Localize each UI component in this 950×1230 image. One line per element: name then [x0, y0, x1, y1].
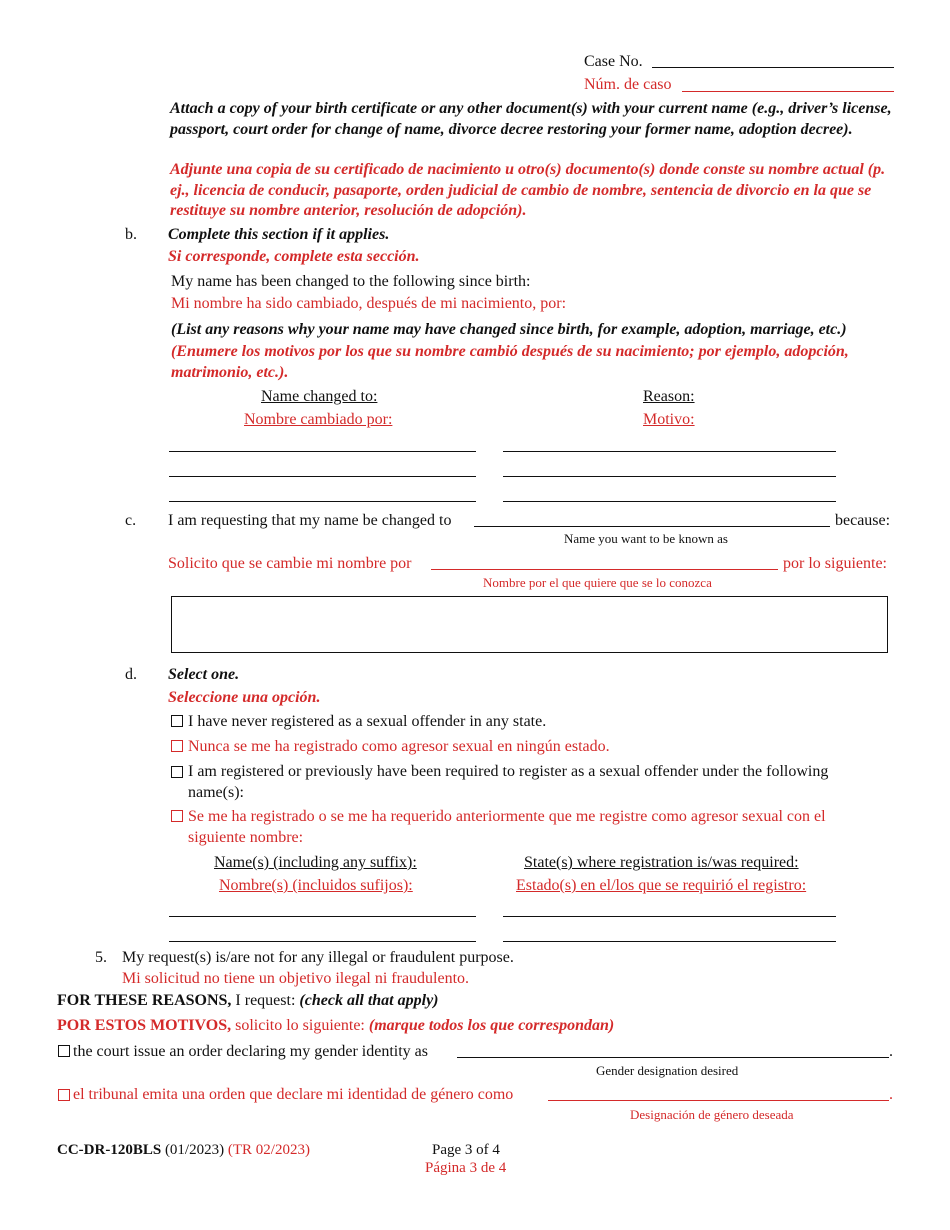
gender-period: .: [889, 1043, 893, 1060]
section-c-because: because:: [835, 512, 891, 529]
list-reasons-instruction-es: (Enumere los motivos por los que su nombre cambió después de su nacimiento; por ejemplo, adopción, matrimonio, etc.).: [171, 343, 849, 381]
reason-field-1[interactable]: [503, 451, 836, 452]
list-reasons-instruction: (List any reasons why your name may have changed since birth, for example, adoption, marriage, etc.): [171, 321, 847, 338]
gender-designation-field[interactable]: [457, 1057, 889, 1058]
for-these-reasons-note-es: (marque todos los que correspondan): [368, 1017, 615, 1034]
name-changed-statement-es: Mi nombre ha sido cambiado, después de mi nacimiento, por:: [171, 295, 567, 312]
registered-name-field-2[interactable]: [169, 941, 476, 942]
requested-name-caption: Name you want to be known as: [564, 531, 728, 546]
item-5-number: 5.: [95, 949, 107, 966]
attach-instruction: Attach a copy of your birth certificate or any other document(s) with your current name (e.g., driver’s license, passport, court order for change of name, divorce decree restoring your former name, adoption decree).: [170, 100, 892, 138]
never-registered-checkbox[interactable]: [171, 715, 183, 727]
gender-period-es: .: [889, 1086, 893, 1103]
for-these-reasons-note: (check all that apply): [299, 992, 439, 1009]
item-5-text: My request(s) is/are not for any illegal or fraudulent purpose.: [122, 949, 514, 966]
section-b-title-es: Si corresponde, complete esta sección.: [168, 248, 420, 265]
for-these-reasons-rest: I request:: [231, 992, 300, 1009]
name-changed-field-3[interactable]: [169, 501, 476, 502]
case-number-label: Case No.: [584, 53, 643, 70]
form-id: CC-DR-120BLS: [57, 1142, 162, 1158]
form-date: (01/2023): [161, 1142, 228, 1158]
col-names-header-es: Nombre(s) (incluidos sufijos):: [219, 877, 413, 894]
footer-form-id-line: [57, 1141, 310, 1159]
for-these-reasons-heading: [57, 991, 439, 1010]
for-these-reasons-bold-es: POR ESTOS MOTIVOS,: [57, 1017, 232, 1034]
gender-designation-field-es: [548, 1100, 889, 1101]
name-changed-field-2[interactable]: [169, 476, 476, 477]
case-number-field-es: [682, 91, 894, 92]
col-name-changed-header: Name changed to:: [261, 388, 378, 405]
case-number-field[interactable]: [652, 67, 894, 68]
item-5-text-es: Mi solicitud no tiene un objetivo ilegal ni fraudulento.: [122, 970, 470, 987]
section-b-title: Complete this section if it applies.: [168, 226, 390, 243]
registered-label: I am registered or previously have been required to register as a sexual offender under the following name(s):: [188, 763, 829, 801]
name-changed-field-1[interactable]: [169, 451, 476, 452]
gender-identity-checkbox[interactable]: [58, 1045, 70, 1057]
page-number-es: Página 3 de 4: [425, 1160, 507, 1176]
registered-checkbox[interactable]: [171, 766, 183, 778]
registered-state-field-1[interactable]: [503, 916, 836, 917]
col-name-changed-header-es: Nombre cambiado por:: [244, 411, 393, 428]
section-c-text-es: Solicito que se cambie mi nombre por: [168, 555, 412, 572]
section-d-title-es: Seleccione una opción.: [168, 689, 321, 706]
for-these-reasons-heading-es: [57, 1016, 614, 1035]
col-reason-header-es: Motivo:: [643, 411, 695, 428]
section-d-title: Select one.: [168, 666, 240, 683]
section-d-letter: d.: [125, 666, 137, 683]
never-registered-label: I have never registered as a sexual offender in any state.: [188, 713, 547, 730]
attach-instruction-es: Adjunte una copia de su certificado de nacimiento u otro(s) documento(s) donde conste su nombre actual (p. ej., licencia de conducir, pasaporte, orden judicial de cambio de nombre, sentencia de divorcio en la que se restituye su nombre anterior, resolución de adopción).: [170, 161, 886, 219]
registered-label-es: Se me ha registrado o se me ha requerido anteriormente que me registre como agresor sexual con el siguiente nombre:: [188, 808, 826, 846]
section-c-letter: c.: [125, 512, 137, 529]
registered-state-field-2[interactable]: [503, 941, 836, 942]
gender-identity-text-es: el tribunal emita una orden que declare mi identidad de género como: [73, 1086, 514, 1103]
requested-name-field[interactable]: [474, 526, 830, 527]
requested-name-caption-es: Nombre por el que quiere que se lo conozca: [483, 575, 712, 590]
reason-field-2[interactable]: [503, 476, 836, 477]
registered-name-field-1[interactable]: [169, 916, 476, 917]
never-registered-checkbox-es: [171, 740, 183, 752]
col-states-header: State(s) where registration is/was required:: [524, 854, 799, 871]
name-changed-statement: My name has been changed to the following since birth:: [171, 273, 531, 290]
requested-name-field-es: [431, 569, 778, 570]
section-b-letter: b.: [125, 226, 137, 243]
gender-designation-caption-es: Designación de género deseada: [630, 1107, 794, 1122]
reason-field-3[interactable]: [503, 501, 836, 502]
col-states-header-es: Estado(s) en el/los que se requirió el registro:: [516, 877, 807, 894]
col-names-header: Name(s) (including any suffix):: [214, 854, 417, 871]
section-c-text: I am requesting that my name be changed to: [168, 512, 452, 529]
registered-checkbox-es: [171, 810, 183, 822]
col-reason-header: Reason:: [643, 388, 695, 405]
gender-identity-text: the court issue an order declaring my gender identity as: [73, 1043, 428, 1060]
page-number: Page 3 of 4: [432, 1142, 500, 1158]
case-number-label-es: Núm. de caso: [584, 76, 672, 93]
gender-identity-checkbox-es: [58, 1089, 70, 1101]
never-registered-label-es: Nunca se me ha registrado como agresor sexual en ningún estado.: [188, 738, 610, 755]
section-c-because-es: por lo siguiente:: [783, 555, 887, 572]
gender-designation-caption: Gender designation desired: [596, 1063, 739, 1078]
translation-date: (TR 02/2023): [227, 1142, 310, 1158]
for-these-reasons-rest-es: solicito lo siguiente:: [231, 1017, 369, 1034]
reason-text-box[interactable]: [171, 596, 888, 653]
for-these-reasons-bold: FOR THESE REASONS,: [57, 992, 232, 1009]
